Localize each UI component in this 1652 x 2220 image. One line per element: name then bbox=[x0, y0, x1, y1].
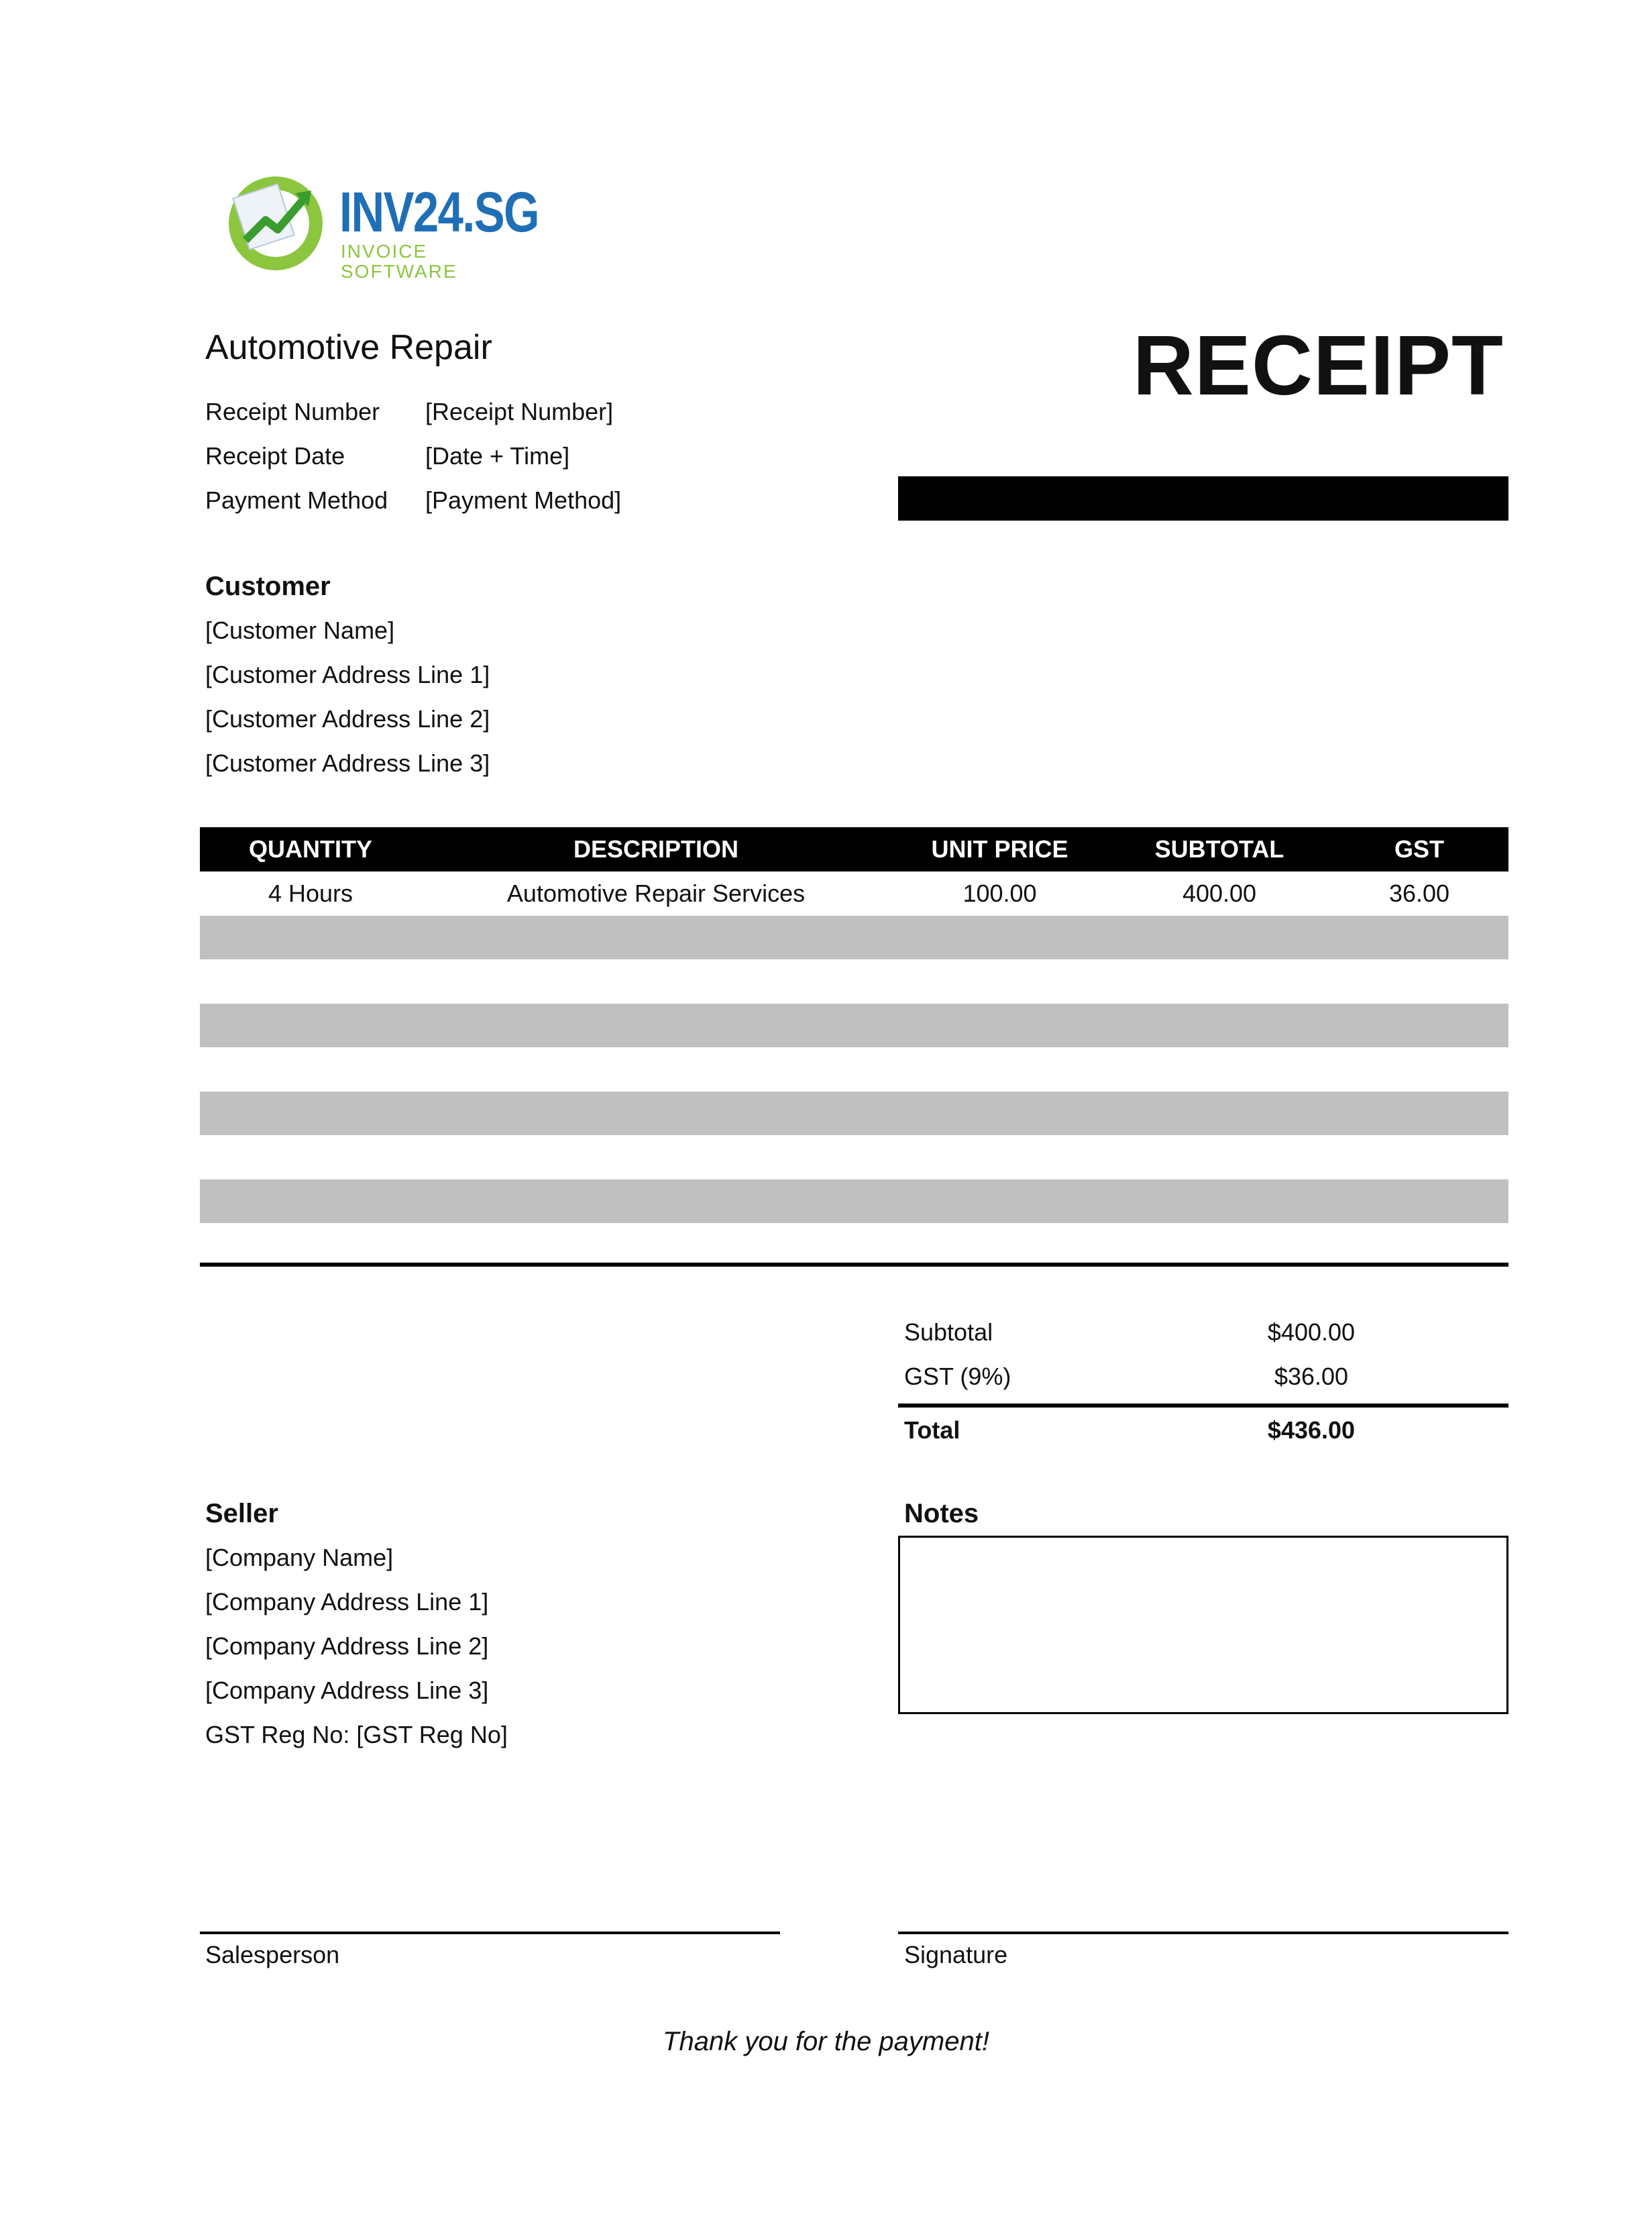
column-header-subtotal: SUBTOTAL bbox=[1154, 835, 1284, 863]
cell-quantity: 4 Hours bbox=[268, 880, 353, 907]
table-row-empty bbox=[200, 1092, 1508, 1136]
logo-chart-icon bbox=[225, 173, 326, 274]
meta-value: [Payment Method] bbox=[425, 486, 622, 514]
column-header-unit-price: UNIT PRICE bbox=[931, 835, 1068, 863]
items-table-header bbox=[200, 827, 1508, 871]
logo-tagline: INVOICE SOFTWARE bbox=[341, 241, 457, 282]
table-row-empty bbox=[200, 959, 1508, 1004]
seller-address-line: [Company Address Line 2] bbox=[205, 1632, 489, 1660]
table-row-empty bbox=[200, 916, 1508, 960]
seller-address-line: [Company Address Line 1] bbox=[205, 1588, 489, 1616]
meta-value: [Date + Time] bbox=[425, 442, 570, 470]
total-value: $436.00 bbox=[1267, 1416, 1356, 1444]
subtotal-value: $400.00 bbox=[1267, 1318, 1356, 1346]
meta-row-receipt-number bbox=[205, 397, 675, 427]
customer-address-line: [Customer Address Line 2] bbox=[205, 705, 490, 733]
customer-address-line: [Customer Address Line 1] bbox=[205, 661, 490, 688]
cell-gst: 36.00 bbox=[1388, 880, 1450, 907]
column-header-quantity: QUANTITY bbox=[249, 835, 372, 863]
table-row-empty bbox=[200, 1223, 1508, 1267]
cell-subtotal: 400.00 bbox=[1182, 880, 1257, 907]
meta-label: Receipt Date bbox=[205, 442, 345, 470]
signature-line bbox=[898, 1932, 1508, 1934]
signature-label: Signature bbox=[904, 1941, 1008, 1968]
table-row-empty bbox=[200, 1135, 1508, 1179]
meta-label: Payment Method bbox=[205, 486, 388, 514]
logo-brand-text: INV24.SG bbox=[339, 180, 539, 244]
items-table bbox=[200, 827, 1508, 1267]
cell-unit-price: 100.00 bbox=[962, 880, 1037, 907]
gst-value: $36.00 bbox=[1274, 1363, 1349, 1390]
meta-row-receipt-date bbox=[205, 441, 675, 471]
table-row-empty bbox=[200, 1047, 1508, 1092]
seller-company-name: [Company Name] bbox=[205, 1544, 394, 1571]
meta-label: Receipt Number bbox=[205, 398, 380, 425]
seller-address-line: [Company Address Line 3] bbox=[205, 1677, 489, 1704]
cell-description: Automotive Repair Services bbox=[506, 880, 806, 907]
table-row bbox=[200, 871, 1508, 916]
seller-title: Seller bbox=[205, 1499, 278, 1528]
subtotal-label: Subtotal bbox=[904, 1318, 993, 1346]
total-label: Total bbox=[904, 1416, 960, 1444]
salesperson-label: Salesperson bbox=[205, 1941, 340, 1968]
thank-you-message: Thank you for the payment! bbox=[663, 2027, 989, 2056]
table-bottom-rule bbox=[200, 1263, 1508, 1267]
salesperson-signature-line bbox=[200, 1932, 780, 1934]
customer-name: [Customer Name] bbox=[205, 617, 395, 644]
table-row-empty bbox=[200, 1179, 1508, 1224]
meta-row-payment-method bbox=[205, 486, 675, 515]
gst-label: GST (9%) bbox=[904, 1363, 1011, 1390]
title-bar bbox=[898, 476, 1508, 521]
totals-rule bbox=[898, 1404, 1508, 1408]
brand-logo bbox=[225, 168, 547, 282]
company-heading: Automotive Repair bbox=[205, 328, 492, 367]
customer-title: Customer bbox=[205, 572, 331, 601]
column-header-description: DESCRIPTION bbox=[573, 835, 739, 863]
seller-gst-reg: GST Reg No: [GST Reg No] bbox=[205, 1721, 508, 1748]
customer-address-line: [Customer Address Line 3] bbox=[205, 749, 490, 777]
notes-title: Notes bbox=[904, 1499, 979, 1528]
column-header-gst: GST bbox=[1394, 835, 1444, 863]
notes-box[interactable] bbox=[898, 1536, 1508, 1714]
table-row-empty bbox=[200, 1004, 1508, 1048]
receipt-title: RECEIPT bbox=[1132, 318, 1504, 413]
meta-value: [Receipt Number] bbox=[425, 398, 614, 425]
